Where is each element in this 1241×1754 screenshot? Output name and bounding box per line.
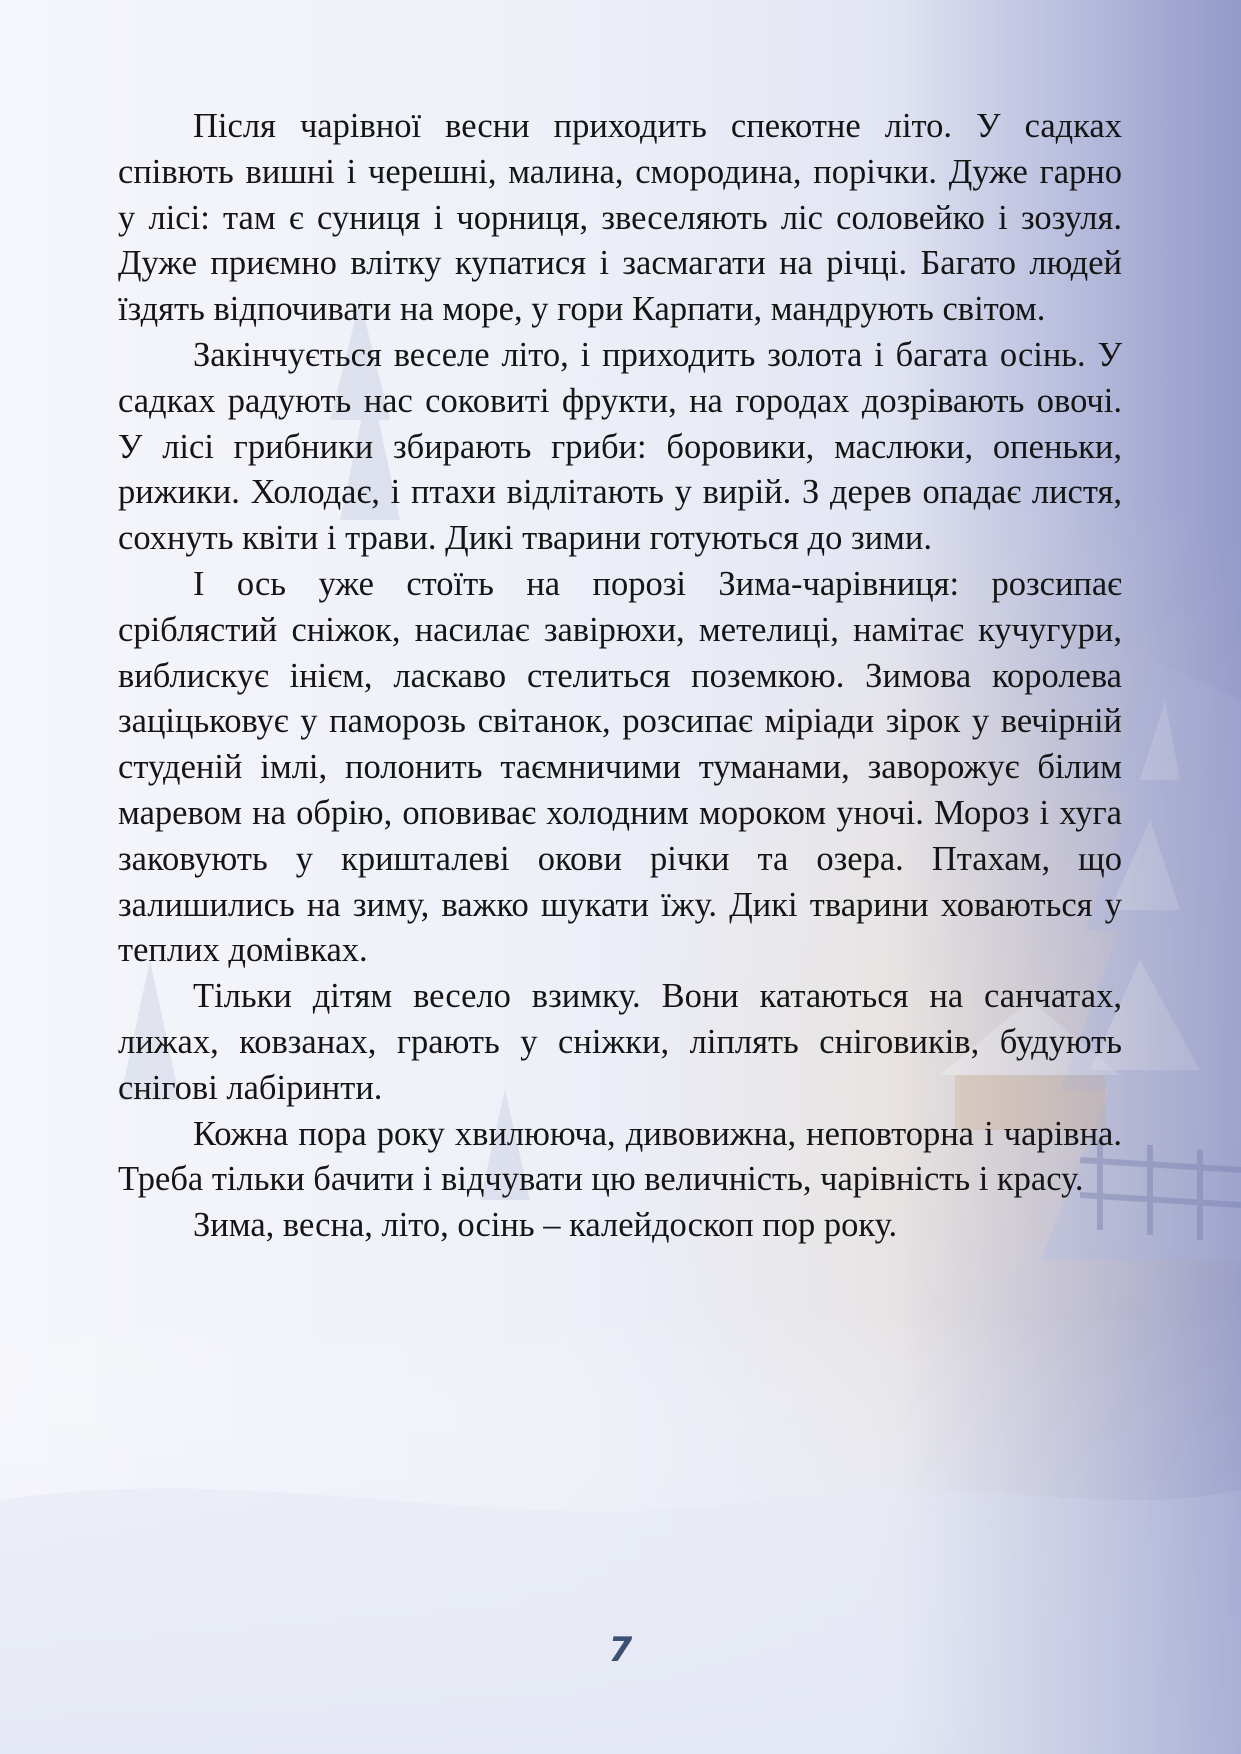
paragraph-autumn: Закінчується веселе літо, і приходить золота і багата осінь. У садках радують нас соковиті фрукти, на городах дозрівають овочі. У лісі грибники збирають гриби: боровики, маслюки, опеньки, рижики. Холодає, і птахи відлітають у вирій. З дерев опадає листя, сохнуть квіти і трави. Дикі тварини готуються до зими. (118, 335, 1122, 558)
paragraph-seasons: Кожна пора року хвилююча, дивовижна, неповторна і чарівна. Треба тільки бачити і відчувати цю величність, чарівність і красу. (118, 1114, 1122, 1199)
page-number: 7 (608, 1630, 633, 1670)
paragraph-children: Тільки дітям весело взимку. Вони катаються на санчатах, лижах, ковзанах, грають у сніжки, ліплять сніговиків, будують снігові лабіринти. (118, 977, 1122, 1107)
paragraph-winter: І ось уже стоїть на порозі Зима-чарівниця: розсипає сріблястий сніжок, насилає завірюхи, метелиці, намітає кучугури, виблискує інієм, ласкаво стелиться поземкою. Зимова королева заціцьковує у паморозь світанок, розсипає міріади зірок у вечірній студеній імлі, полонить таємничими туманами, заворожує білим маревом на обрію, оповиває холодним мороком уночі. Мороз і хуга заковують у кришталеві окови річки та озера. Птахам, що залишились на зиму, важко шукати їжу. Дикі тварини ховаються у теплих домівках. (118, 564, 1122, 970)
paragraph-kaleidoscope: Зима, весна, літо, осінь – калейдоскоп пор року. (193, 1206, 898, 1245)
body-text (118, 104, 1122, 1249)
paragraph-summer: Після чарівної весни приходить спекотне літо. У садках співють вишні і черешні, малина, смородина, порічки. Дуже гарно у лісі: там є суниця і чорниця, звеселяють ліс соловейко і зозуля. Дуже приємно влітку купатися і засмагати на річці. Багато людей їздять відпочивати на море, у гори Карпати, мандрують світом. (118, 107, 1122, 329)
